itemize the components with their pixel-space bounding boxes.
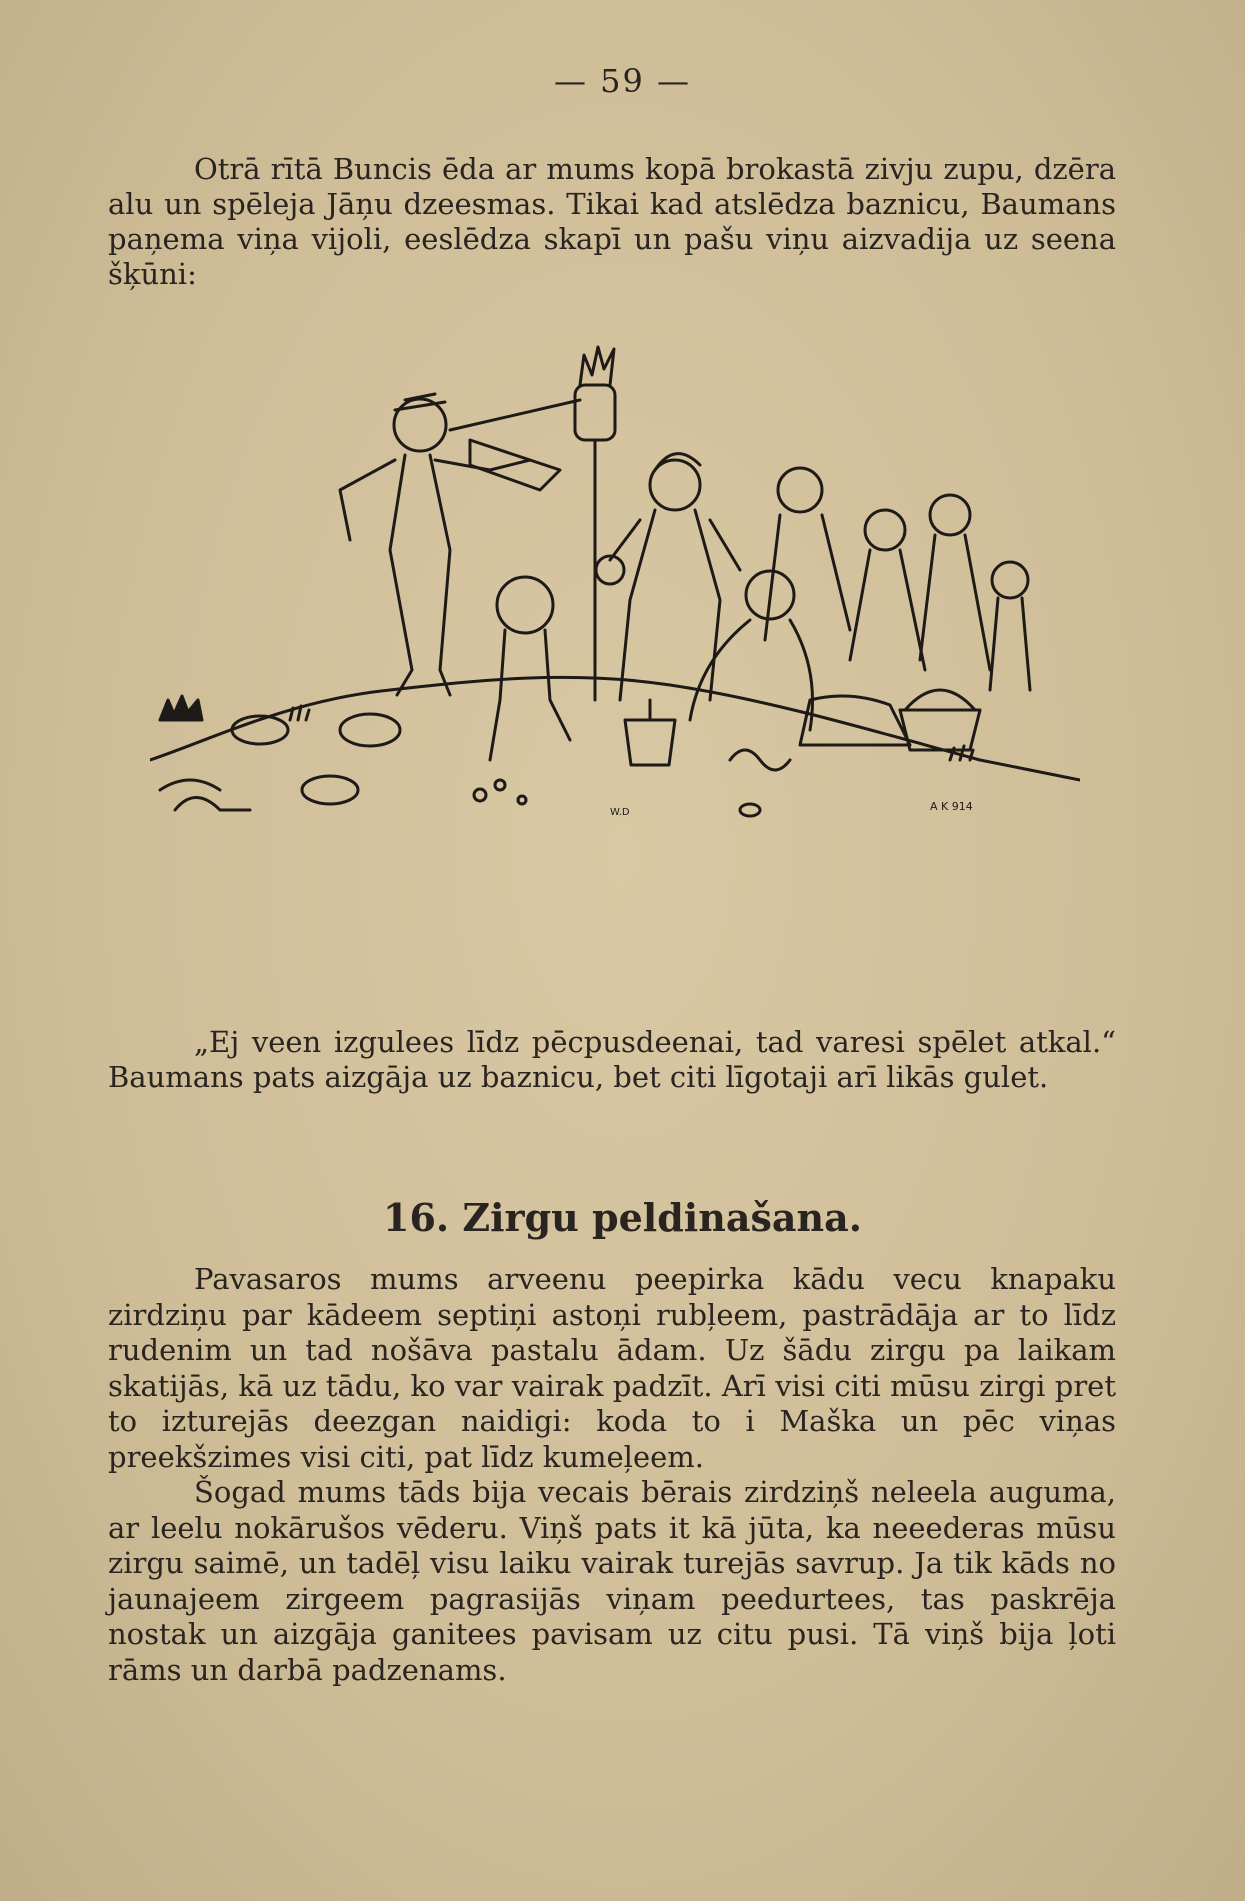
page-number: — 59 — xyxy=(553,62,692,100)
paragraph: „Ej veen izgulees līdz pēcpusdeenai, tad varesi spēlet atkal.“ Baumans pats aizgāja uz baznicu, bet citi līgotaji arī likās gulet. xyxy=(108,1025,1116,1094)
paragraph: Pavasaros mums arveenu peepirka kādu vecu knapaku zirdziņu par kādeem septiņi astoņi rubļeem, pastrādāja ar to līdz rudenim un tad nošāva pastalu ādam. Uz šādu zirgu pa laikam skatijās, kā uz tādu, ko var vairak padzīt. Arī visi citi mūsu zirgi pret to izturejās deezgan naidigi: koda to i Maška un pēc viņas preekšzimes visi citi, pat līdz kumeļeem. xyxy=(108,1262,1116,1474)
illustration-initials: W.D xyxy=(610,807,630,818)
paragraph: Šogad mums tāds bija vecais bērais zirdziņš neleela auguma, ar leelu nokārušos vēderu. Viņš pats it kā jūta, ka neeederas mūsu zirgu saimē, un tadēļ visu laiku vairak turejās savrup. Ja tik kāds no jaunajeem zirgeem pagrasijās viņam peedurtees, tas paskrēja nostak un aizgāja ganitees pavisam uz citu pusi. Tā viņš bija ļoti rāms un darbā padzenams. xyxy=(108,1475,1116,1687)
paragraph-before-illustration xyxy=(108,152,1116,292)
paragraph-after-illustration xyxy=(108,1025,1116,1095)
illustration-midsummer-fiddler xyxy=(150,340,1080,990)
section-body xyxy=(108,1262,1116,1688)
section-heading: 16. Zirgu peldinašana. xyxy=(383,1195,862,1240)
paragraph: Otrā rītā Buncis ēda ar mums kopā brokastā zivju zupu, dzēra alu un spēleja Jāņu dzeesmas. Tikai kad atslēdza baznicu, Baumans paņema viņa vijoli, eeslēdza skapī un pašu viņu aizvadija uz seena šķūni: xyxy=(108,152,1116,291)
illustration-signature: A K 914 xyxy=(930,800,973,813)
